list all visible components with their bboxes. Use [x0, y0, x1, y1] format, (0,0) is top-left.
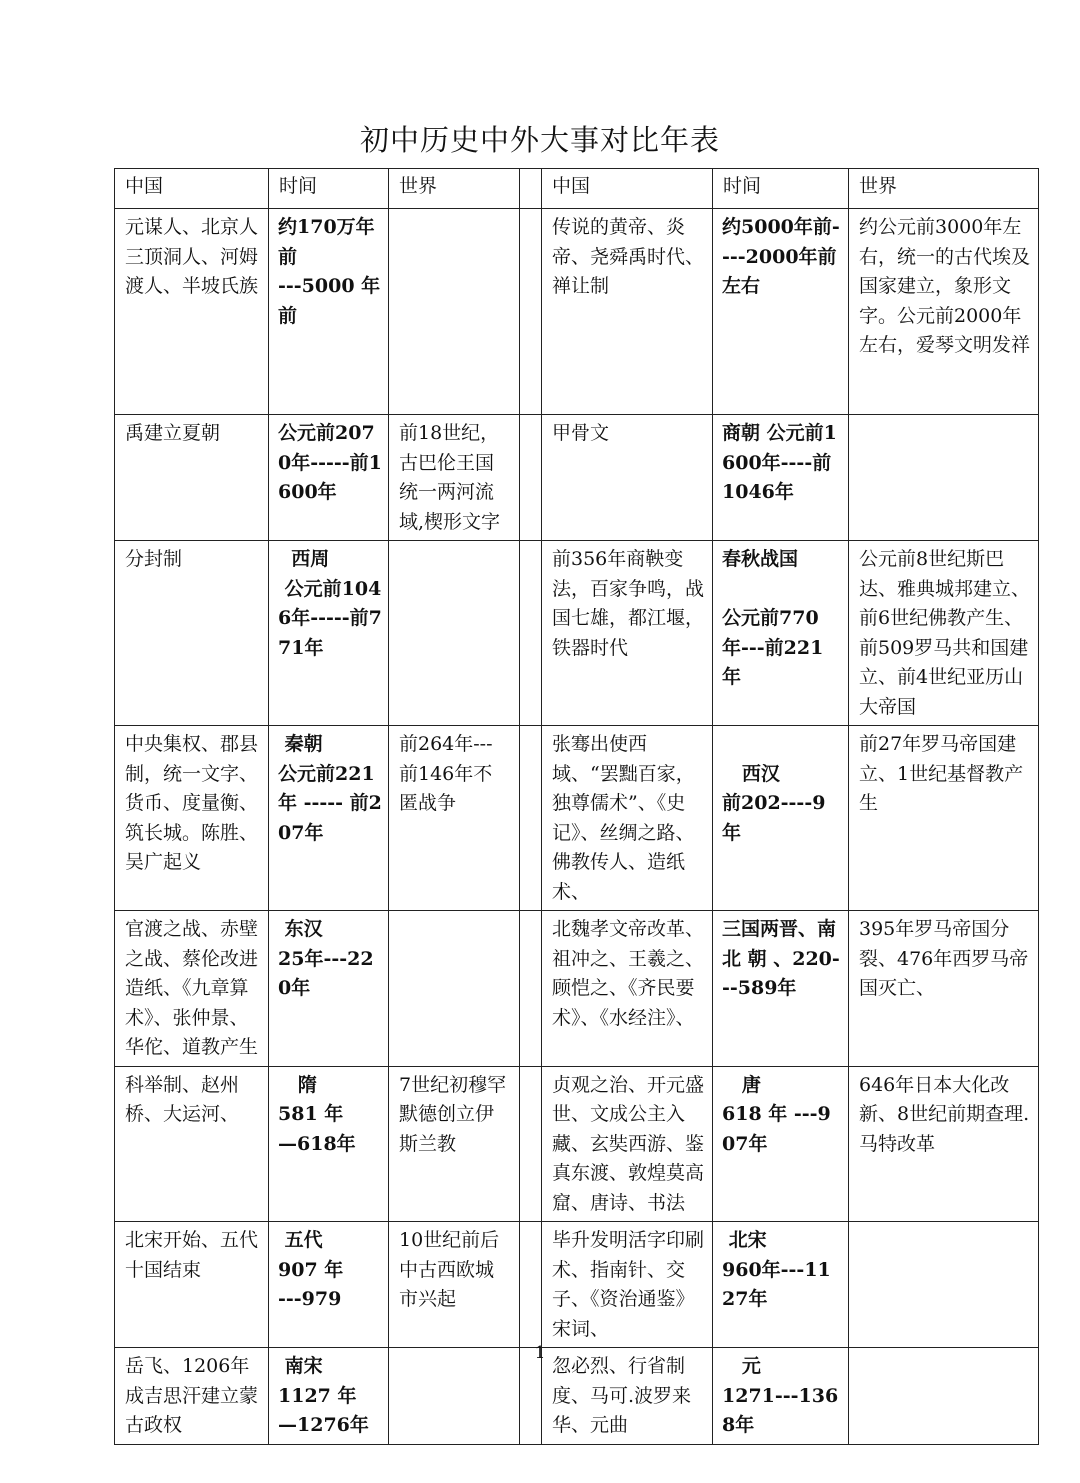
separator-cell	[520, 169, 542, 209]
china-time-cell: 东汉 25年---220年	[269, 911, 389, 1067]
china-time-cell: 唐 618 年 ---907年	[713, 1066, 849, 1222]
china-events-cell: 忽必烈、行省制度、马可.波罗来华、元曲	[542, 1348, 713, 1445]
china-time-cell: 约170万年前 ---5000 年前	[269, 209, 389, 415]
china-events-cell: 贞观之治、开元盛世、文成公主入藏、玄奘西游、鉴真东渡、敦煌莫高窟、唐诗、书法	[542, 1066, 713, 1222]
separator-cell	[520, 911, 542, 1067]
world-events-cell: 前18世纪，古巴伦王国统一两河流域,楔形文字	[389, 415, 520, 541]
table-row	[115, 911, 1039, 1067]
china-events-cell: 张骞出使西域、“罢黜百家，独尊儒术”、《史记》、丝绸之路、佛教传人、造纸术、	[542, 726, 713, 911]
header-cell: 时间	[269, 169, 389, 209]
china-events-cell: 北宋开始、五代十国结束	[115, 1222, 269, 1348]
world-events-cell	[389, 911, 520, 1067]
world-events-cell: 395年罗马帝国分裂、476年西罗马帝国灭亡、	[849, 911, 1039, 1067]
header-cell: 世界	[849, 169, 1039, 209]
separator-cell	[520, 209, 542, 415]
world-events-cell: 10世纪前后中古西欧城市兴起	[389, 1222, 520, 1348]
china-time-cell: 春秋战国 公元前770年---前221年	[713, 541, 849, 726]
page-number: 1	[534, 1343, 546, 1363]
china-events-cell: 北魏孝文帝改革、祖冲之、王羲之、顾恺之、《齐民要术》、《水经注》、	[542, 911, 713, 1067]
table-row	[115, 541, 1039, 726]
china-time-cell: 五代 907 年 ---979	[269, 1222, 389, 1348]
table-row	[115, 1066, 1039, 1222]
china-time-cell: 西周 公元前1046年-----前771年	[269, 541, 389, 726]
header-row	[115, 169, 1039, 209]
world-events-cell: 7世纪初穆罕默德创立伊斯兰教	[389, 1066, 520, 1222]
china-time-cell: 约5000年前----2000年前左右	[713, 209, 849, 415]
world-events-cell: 646年日本大化改新、8世纪前期查理.马特改革	[849, 1066, 1039, 1222]
china-time-cell: 北宋 960年---1127年	[713, 1222, 849, 1348]
china-events-cell: 中央集权、郡县制，统一文字、货币、度量衡、筑长城。陈胜、吴广起义	[115, 726, 269, 911]
china-events-cell: 禹建立夏朝	[115, 415, 269, 541]
world-events-cell: 前264年---前146年不匿战争	[389, 726, 520, 911]
world-events-cell	[389, 209, 520, 415]
china-events-cell: 传说的黄帝、炎帝、尧舜禹时代、禅让制	[542, 209, 713, 415]
header-cell: 中国	[115, 169, 269, 209]
china-events-cell: 岳飞、1206年成吉思汗建立蒙古政权	[115, 1348, 269, 1445]
china-time-cell: 元 1271---1368年	[713, 1348, 849, 1445]
page-title: 初中历史中外大事对比年表	[359, 123, 720, 157]
world-events-cell: 公元前8世纪斯巴达、雅典城邦建立、前6世纪佛教产生、前509罗马共和国建立、前4世纪亚历山大帝国	[849, 541, 1039, 726]
world-events-cell	[849, 415, 1039, 541]
table-row	[115, 1222, 1039, 1348]
china-time-cell: 公元前2070年-----前1600年	[269, 415, 389, 541]
separator-cell	[520, 1066, 542, 1222]
separator-cell	[520, 1222, 542, 1348]
world-events-cell	[389, 541, 520, 726]
china-events-cell: 官渡之战、赤壁之战、蔡伦改进造纸、《九章算术》、张仲景、华佗、道教产生	[115, 911, 269, 1067]
china-events-cell: 元谋人、北京人三顶洞人、河姆渡人、半坡氏族	[115, 209, 269, 415]
world-events-cell	[849, 1222, 1039, 1348]
table-row	[115, 726, 1039, 911]
separator-cell	[520, 541, 542, 726]
header-cell: 世界	[389, 169, 520, 209]
china-events-cell: 分封制	[115, 541, 269, 726]
china-time-cell: 西汉 前202----9年	[713, 726, 849, 911]
table-row	[115, 415, 1039, 541]
separator-cell	[520, 726, 542, 911]
china-events-cell: 科举制、赵州桥、大运河、	[115, 1066, 269, 1222]
table-row	[115, 209, 1039, 415]
separator-cell	[520, 415, 542, 541]
china-time-cell: 南宋 1127 年 —1276年	[269, 1348, 389, 1445]
china-time-cell: 商朝 公元前1600年----前1046年	[713, 415, 849, 541]
china-events-cell: 甲骨文	[542, 415, 713, 541]
header-cell: 时间	[713, 169, 849, 209]
china-events-cell: 前356年商鞅变法，百家争鸣，战国七雄，都江堰，铁器时代	[542, 541, 713, 726]
events-table	[114, 168, 1039, 1445]
china-events-cell: 毕升发明活字印刷术、指南针、交子、《资治通鉴》宋词、	[542, 1222, 713, 1348]
header-cell: 中国	[542, 169, 713, 209]
world-events-cell: 约公元前3000年左右，统一的古代埃及国家建立，象形文字。公元前2000年左右，爱琴文明发祥	[849, 209, 1039, 415]
china-time-cell: 秦朝 公元前221年 ----- 前207年	[269, 726, 389, 911]
china-time-cell: 三国两晋、南北 朝 、220---589年	[713, 911, 849, 1067]
china-time-cell: 隋 581 年 —618年	[269, 1066, 389, 1222]
world-events-cell: 前27年罗马帝国建立、1世纪基督教产生	[849, 726, 1039, 911]
